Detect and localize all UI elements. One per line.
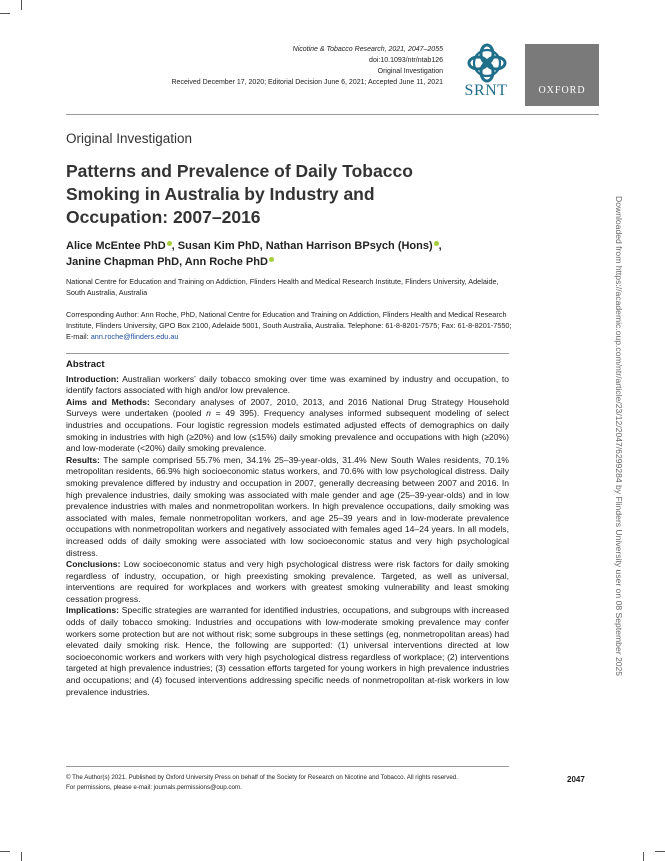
srnt-logo [455, 42, 517, 106]
abstract-divider [66, 353, 509, 354]
download-watermark [610, 196, 626, 861]
crop-mark [21, 0, 22, 10]
abstract-implications: Implications: Specific strategies are warranted for identified industries, occupations, and subgroups with increased odds of daily tobacco smoking. Industries and occupations with low-moderate smoking prevalence may confer workers some protection but are not without risk; some subgroups in these settings (eg, nonmetropolitan areas) had elevated daily smoking risk. Hence, the following are supported: (1) universal interventions directed at low socioeconomic workers and workers with very high psychological distress regardless of workplace; (2) interventions targeted at high prevalence industries; (3) cessation efforts targeted for young workers in high prevalence industries and occupations; and (4) focused interventions addressing specific needs of nonmetropolitan at-risk workers in low prevalence industries. [66, 605, 509, 697]
abstract [66, 359, 509, 698]
abstract-methods: Aims and Methods: Secondary analyses of 2007, 2010, 2013, and 2016 National Drug Strategy Household Surveys were undertaken (pooled n = 49 395). Frequency analyses informed subsequent modeling of select industries and occupations. Four logistic regression models estimated adjusted effects of demographics on daily smoking in industries with high (≥20%) and low (≤15%) daily smoking prevalence and occupations with high (≥20%) and low-moderate (<20%) daily smoking prevalence. [66, 396, 510, 454]
crop-mark [0, 851, 10, 852]
crop-mark [643, 852, 644, 861]
crop-mark [655, 851, 665, 852]
corresponding-email-link[interactable]: ann.roche@flinders.edu.au [90, 332, 179, 341]
abstract-introduction: Introduction: Australian workers’ daily tobacco smoking over time was examined by industry and occupation, to identify factors associated with high and/or low prevalence. [66, 373, 509, 396]
srnt-wordmark: SRNT [464, 82, 508, 99]
corresponding-text: Corresponding Author: Ann Roche, PhD, National Centre for Education and Training on Addiction, Flinders Health and Medical Research Institute, Flinders University, GPO Box 2100, Adelaide 5001, South Australia, Australia. Telephone: 61-8-8201-7575; Fax: 61-8-8201-7550; E-mail: [66, 310, 512, 341]
author-list: Alice McEntee PhD , Susan Kim PhD, Nathan Harrison BPsych (Hons) , Janine Chapman PhD, Ann Roche PhD [66, 240, 442, 268]
author-1: Alice McEntee PhD [66, 240, 166, 252]
journal-meta [113, 44, 443, 88]
journal-citation: Nicotine & Tobacco Research, 2021, 2047–2055 [292, 46, 443, 53]
corresponding-author [66, 309, 516, 342]
srnt-knot-icon [467, 42, 507, 84]
crop-mark [21, 852, 22, 861]
oxford-logo [525, 44, 599, 106]
crop-mark [0, 13, 10, 14]
permissions-line: For permissions, please e-mail: journals.permissions@oup.com. [66, 784, 242, 791]
download-notice: Downloaded from https://academic.oup.com/ntr/article/23/12/2047/6299284 by Flinders University user on 08 September 2025 [614, 196, 624, 677]
abstract-conclusions: Conclusions: Low socioeconomic status and very high psychological distress were risk factors for daily smoking regardless of industry, occupation, or high preexisting smoking prevalence. Targeted, as well as universal, interventions are required for workplaces and workers with greatest smoking vulnerability and least smoking cessation progress. [66, 559, 509, 604]
orcid-icon[interactable] [269, 257, 274, 262]
article-type: Original Investigation [377, 68, 443, 75]
footer-divider [66, 766, 509, 767]
abstract-results: Results: The sample comprised 55.7% men, 34.1% 25–39-year-olds, 31.4% New South Wales residents, 70.1% metropolitan residents, 66.9% high socioeconomic status workers, and 70.6% with low psychological distress. Daily smoking prevalence differed by industry and occupation in 2007, generally decreasing between 2007 and 2016. In high prevalence industries, daily smoking was associated with male gender and age (25–39-year-olds) and in low prevalence industries with males and nonmetropolitan workers. In high prevalence occupations, daily smoking was associated with males, female nonmetropolitan workers, and age 25–39 years and in low-moderate prevalence occupations with nonmetropolitan workers and negatively associated with females aged 14–24 years. In all models, increased odds of daily smoking were associated with low socioeconomic status and very high psychological distress. [66, 454, 509, 558]
copyright-line: © The Author(s) 2021. Published by Oxford University Press on behalf of the Society for Research on Nicotine and Tobacco. All rights reserved. [66, 774, 458, 781]
doi: doi:10.1093/ntr/ntab126 [369, 57, 443, 64]
article-title: Patterns and Prevalence of Daily Tobacco Smoking in Australia by Industry and Occupation: 2007–2016 [66, 161, 413, 227]
copyright-footer [66, 773, 516, 793]
affiliation: National Centre for Education and Training on Addiction, Flinders Health and Medical Research Institute, Flinders University, Adelaide, South Australia, Australia [66, 277, 499, 297]
page-number: 2047 [567, 775, 585, 784]
abstract-heading: Abstract [66, 359, 105, 370]
author-3: Janine Chapman PhD, Ann Roche PhD [66, 256, 268, 268]
dates: Received December 17, 2020; Editorial Decision June 6, 2021; Accepted June 11, 2021 [171, 79, 443, 86]
section-label: Original Investigation [66, 131, 193, 146]
header-divider [66, 114, 599, 115]
oxford-wordmark: OXFORD [538, 85, 586, 96]
author-2: Susan Kim PhD, Nathan Harrison BPsych (Hons) [177, 240, 433, 252]
